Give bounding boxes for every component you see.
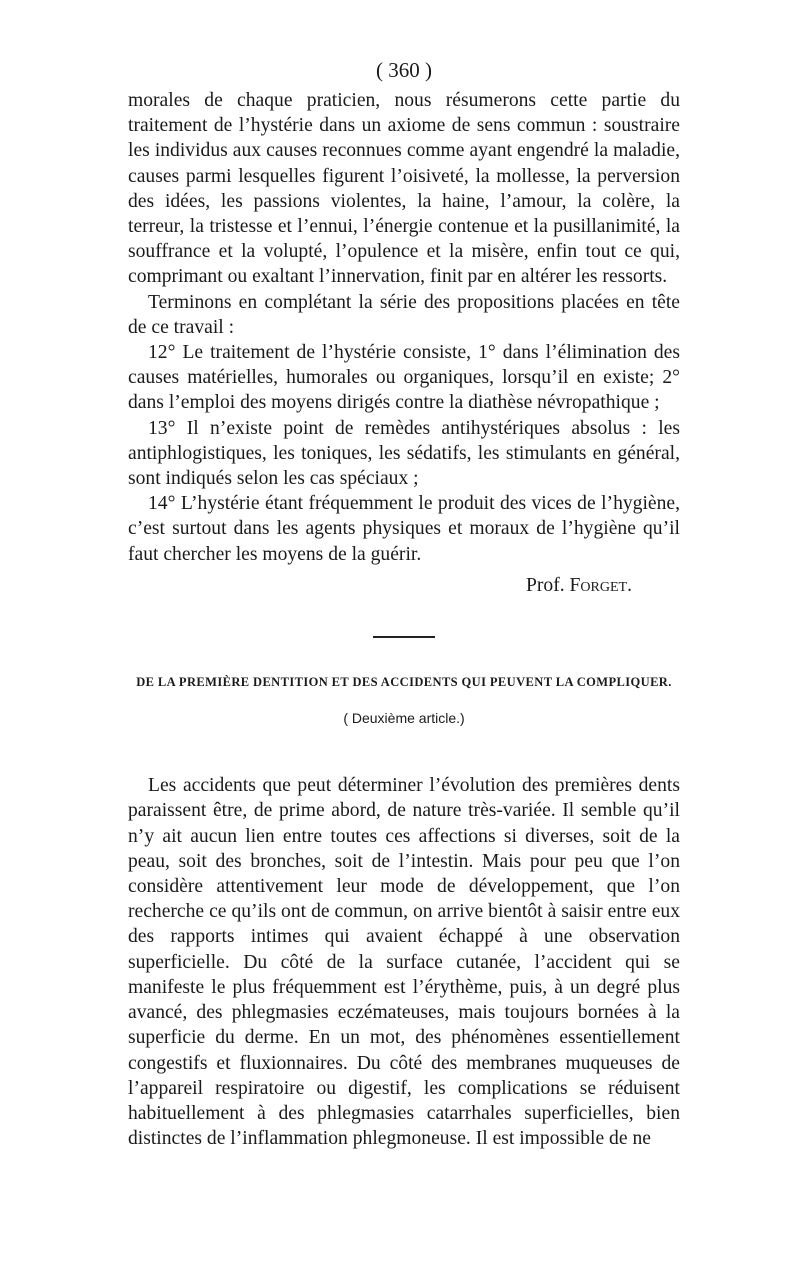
article-title: DE LA PREMIÈRE DENTITION ET DES ACCIDENTS QUI PEUVENT LA COMPLIQUER. [136, 675, 672, 690]
proposition-13: 13° Il n’existe point de remèdes antihystériques absolus : les antiphlogistiques, les toniques, les sédatifs, les stimulants en général, sont indiqués selon les cas spéciaux ; [128, 417, 680, 490]
signature-name: Forget. [569, 574, 632, 596]
signature-prefix: Prof. [525, 574, 570, 596]
proposition-12: 12° Le traitement de l’hystérie consiste, 1° dans l’élimination des causes matérielles, humorales ou organiques, lorsqu’il en existe; 2° dans l’emploi des moyens dirigés contre la diathèse névropathique ; [128, 342, 680, 414]
book-page [128, 56, 680, 1151]
paragraph-propositions-intro: Terminons en complétant la série des propositions placées en tête de ce travail : [128, 291, 680, 338]
proposition-14: 14° L’hystérie étant fréquemment le produit des vices de l’hygiène, c’est surtout dans les agents physiques et moraux de l’hygiène qu’il faut chercher les moyens de la guérir. [128, 493, 680, 565]
section-divider [373, 636, 435, 638]
page-number: ( 360 ) [376, 58, 432, 82]
article-subtitle: ( Deuxième article.) [343, 710, 465, 727]
paragraph-continuation: morales de chaque praticien, nous résumerons cette partie du traitement de l’hystérie dans un axiome de sens commun : soustraire les individus aux causes reconnues comme ayant engendré la maladie, causes parmi lesquelles figurent l’oisiveté, la mollesse, la perversion des idées, les passions violentes, la haine, l’amour, la colère, la terreur, la tristesse et l’ennui, l’énergie contenue et la pusillanimité, la souffrance et la volupté, l’opulence et la misère, enfin tout ce qui, comprimant ou exaltant l’innervation, finit par en altérer les ressorts. [128, 90, 680, 288]
author-signature [128, 573, 680, 598]
article-body-paragraph: Les accidents que peut déterminer l’évolution des premières dents paraissent être, de prime abord, de nature très-variée. Il semble qu’il n’y ait aucun lien entre toutes ces affections si diverses, soit de la peau, soit des bronches, soit de l’intestin. Mais pour peu que l’on considère attentivement leur mode de développement, que l’on recherche ce qu’ils ont de commun, on arrive bientôt à saisir entre eux des rapports intimes qui avaient échappé à une observation superficielle. Du côté de la surface cutanée, l’accident qui se manifeste le plus fréquemment est l’érythème, puis, à un degré plus avancé, des phlegmasies eczémateuses, mais toujours bornées à la superficie du derme. En un mot, des phénomènes essentiellement congestifs et fluxionnaires. Du côté des membranes muqueuses de l’appareil respiratoire ou digestif, les complications se réduisent habituellement à des phlegmasies catarrhales superficielles, bien distinctes de l’inflammation phlegmoneuse. Il est impossible de ne [128, 775, 680, 1150]
